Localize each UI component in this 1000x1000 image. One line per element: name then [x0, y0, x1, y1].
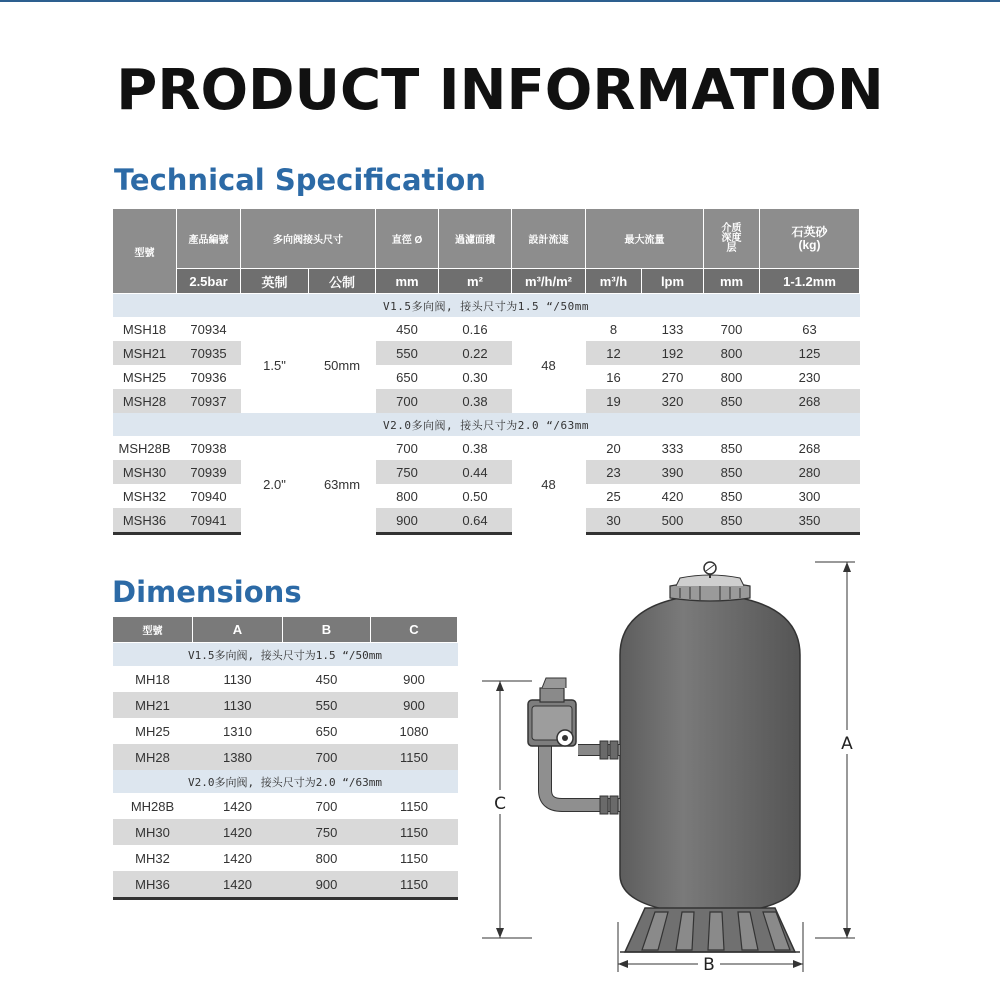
page-title: PRODUCT INFORMATION — [116, 58, 884, 123]
subheader-diameter: mm — [376, 269, 439, 294]
cell-area: 0.38 — [462, 440, 488, 456]
cell-depth: 800 — [720, 369, 743, 385]
cell-sand: 63 — [802, 321, 817, 337]
cell-b: 800 — [315, 850, 338, 866]
cell-a: 1310 — [223, 723, 252, 739]
cell-a: 1420 — [223, 850, 252, 866]
subheader-metric: 公制 — [309, 269, 376, 294]
table-row — [113, 508, 860, 534]
tank-base — [620, 908, 800, 952]
cell-lpm: 320 — [642, 389, 704, 413]
subheader-code: 2.5bar — [177, 269, 241, 294]
sand-filter-tank-diagram — [470, 560, 870, 980]
cell-diameter: 700 — [376, 389, 439, 413]
cell-c: 1150 — [400, 798, 428, 814]
cell-diameter: 800 — [396, 488, 418, 504]
cell-model: MSH18 — [122, 321, 167, 337]
cell-sand: 268 — [760, 389, 860, 413]
cell-lpm: 500 — [642, 508, 704, 534]
dimension-c-label: C — [494, 794, 506, 814]
cell-model: MH21 — [113, 692, 193, 718]
cell-c: 900 — [403, 671, 425, 687]
cell-sand: 125 — [760, 341, 860, 365]
cell-model: MH30 — [113, 819, 193, 845]
cell-c: 1150 — [400, 850, 428, 866]
table-row — [113, 436, 860, 460]
cell-code: 70935 — [177, 341, 241, 365]
cell-diameter: 900 — [376, 508, 439, 534]
cell-c: 1080 — [399, 723, 429, 739]
top-rule — [0, 0, 1000, 2]
dims-header-b: B — [283, 617, 371, 643]
cell-model: MH28B — [130, 798, 175, 814]
cell-lpm: 192 — [642, 341, 704, 365]
cell-depth: 850 — [704, 389, 760, 413]
dims-header-c: C — [371, 617, 458, 643]
subheader-max-m3h: m³/h — [586, 269, 642, 294]
table-row — [113, 389, 860, 413]
cell-metric: 50mm — [309, 317, 376, 413]
cell-area: 0.16 — [462, 321, 488, 337]
col-header-max-flow: 最大流量 — [586, 209, 704, 269]
cell-m3h: 20 — [606, 440, 621, 456]
table-row — [113, 744, 458, 770]
dims-header-model: 型號 — [113, 617, 193, 643]
group-label: V2.0多向阀, 接头尺寸为2.0 “/63mm — [113, 770, 458, 793]
subheader-media-depth: mm — [704, 269, 760, 294]
cell-imperial: 2.0" — [241, 436, 309, 534]
cell-diameter: 450 — [396, 321, 418, 337]
cell-a: 1130 — [193, 692, 283, 718]
cell-design-flow: 48 — [512, 436, 586, 534]
table-row — [113, 666, 458, 692]
cell-m3h: 25 — [606, 488, 621, 504]
spec-header-row — [113, 209, 860, 269]
cell-b: 900 — [283, 871, 371, 899]
cell-a: 1380 — [193, 744, 283, 770]
col-header-code: 產品編號 — [177, 209, 241, 269]
col-header-diameter: 直徑 Ø — [376, 209, 439, 269]
cell-m3h: 8 — [609, 321, 618, 337]
cell-depth: 700 — [720, 321, 743, 337]
subheader-sand: 1-1.2mm — [760, 269, 860, 294]
cell-model: MSH32 — [122, 488, 167, 504]
cell-diameter: 750 — [376, 460, 439, 484]
cell-m3h: 23 — [586, 460, 642, 484]
cell-sand: 350 — [760, 508, 860, 534]
cell-code: 70939 — [177, 460, 241, 484]
cell-code: 70934 — [190, 321, 227, 337]
spec-section-title: Technical Specification — [114, 163, 486, 197]
cell-sand: 280 — [760, 460, 860, 484]
cell-code: 70936 — [190, 369, 227, 385]
cell-depth: 850 — [720, 488, 743, 504]
cell-a: 1420 — [193, 871, 283, 899]
cell-diameter: 650 — [396, 369, 418, 385]
cell-area: 0.50 — [462, 488, 488, 504]
cell-b: 750 — [283, 819, 371, 845]
cell-code: 70937 — [177, 389, 241, 413]
col-header-model: 型號 — [113, 209, 177, 294]
cell-lpm: 390 — [642, 460, 704, 484]
table-row — [113, 692, 458, 718]
cell-area: 0.44 — [439, 460, 512, 484]
table-row — [113, 365, 860, 389]
cell-m3h: 12 — [586, 341, 642, 365]
cell-model: MSH21 — [113, 341, 177, 365]
tank-body — [620, 594, 800, 915]
cell-m3h: 30 — [586, 508, 642, 534]
col-header-connection: 多向阀接头尺寸 — [241, 209, 376, 269]
cell-depth: 850 — [704, 460, 760, 484]
table-row — [113, 871, 458, 899]
cell-diameter: 700 — [396, 440, 418, 456]
multiport-valve — [528, 678, 620, 814]
col-header-area: 過濾面積 — [439, 209, 512, 269]
cell-c: 1150 — [371, 819, 458, 845]
cell-sand: 300 — [798, 488, 821, 504]
dimension-a — [815, 562, 858, 938]
dims-header-a: A — [193, 617, 283, 643]
cell-lpm: 420 — [661, 488, 684, 504]
cell-model: MH28 — [113, 744, 193, 770]
cell-area: 0.30 — [462, 369, 488, 385]
cell-depth: 850 — [704, 508, 760, 534]
tank — [620, 562, 800, 915]
cell-depth: 850 — [720, 440, 743, 456]
subheader-max-lpm: lpm — [642, 269, 704, 294]
cell-b: 450 — [315, 671, 338, 687]
cell-diameter: 550 — [376, 341, 439, 365]
group-label: V2.0多向阀, 接头尺寸为2.0 “/63mm — [113, 413, 860, 436]
dimension-c — [482, 681, 532, 938]
cell-model: MH32 — [135, 850, 170, 866]
cell-b: 700 — [315, 798, 338, 814]
cell-sand: 268 — [798, 440, 821, 456]
cell-model: MSH28B — [118, 440, 171, 456]
cell-a: 1420 — [193, 819, 283, 845]
cell-design-flow: 48 — [512, 317, 586, 413]
cell-code: 70940 — [190, 488, 227, 504]
cell-lpm: 133 — [661, 321, 684, 337]
cell-imperial: 1.5" — [241, 317, 309, 413]
cell-a: 1130 — [223, 671, 252, 687]
subheader-design-flow: m³/h/m² — [512, 269, 586, 294]
table-row — [113, 718, 458, 744]
cell-code: 70938 — [190, 440, 227, 456]
col-header-design-flow: 設計流速 — [512, 209, 586, 269]
dims-header-row — [113, 617, 458, 643]
cell-area: 0.38 — [439, 389, 512, 413]
table-row — [113, 317, 860, 341]
spec-subheader-row — [113, 269, 860, 294]
group-label: V1.5多向阀, 接头尺寸为1.5 “/50mm — [113, 643, 458, 667]
cell-model: MH25 — [135, 723, 170, 739]
table-row — [113, 460, 860, 484]
table-row — [113, 819, 458, 845]
subheader-imperial: 英制 — [241, 269, 309, 294]
cell-c: 1150 — [371, 744, 458, 770]
col-header-media-depth: 介质 深度 层 — [704, 209, 760, 269]
technical-spec-table — [112, 208, 860, 535]
cell-m3h: 19 — [586, 389, 642, 413]
cell-c: 900 — [371, 692, 458, 718]
subheader-area: m² — [439, 269, 512, 294]
cell-depth: 800 — [704, 341, 760, 365]
table-row — [113, 845, 458, 871]
table-row — [113, 793, 458, 819]
cell-b: 550 — [283, 692, 371, 718]
table-row — [113, 341, 860, 365]
dimension-a-label: A — [841, 734, 853, 754]
cell-model: MSH25 — [122, 369, 167, 385]
cell-metric: 63mm — [309, 436, 376, 534]
cell-b: 650 — [315, 723, 338, 739]
table-row — [113, 484, 860, 508]
dimension-b-label: B — [703, 955, 715, 975]
cell-model: MSH28 — [113, 389, 177, 413]
cell-code: 70941 — [177, 508, 241, 534]
cell-a: 1420 — [223, 798, 252, 814]
dimensions-table — [112, 616, 458, 900]
cell-lpm: 333 — [661, 440, 684, 456]
cell-c: 1150 — [371, 871, 458, 899]
cell-sand: 230 — [798, 369, 821, 385]
dimensions-section-title: Dimensions — [112, 575, 302, 609]
cell-area: 0.22 — [439, 341, 512, 365]
col-header-sand: 石英砂 (kg) — [760, 209, 860, 269]
group-label: V1.5多向阀, 接头尺寸为1.5 “/50mm — [113, 294, 860, 318]
cell-area: 0.64 — [439, 508, 512, 534]
cell-model: MSH36 — [113, 508, 177, 534]
cell-model: MSH30 — [113, 460, 177, 484]
cell-model: MH18 — [135, 671, 170, 687]
cell-b: 700 — [283, 744, 371, 770]
cell-m3h: 16 — [606, 369, 621, 385]
cell-model: MH36 — [113, 871, 193, 899]
cell-lpm: 270 — [661, 369, 684, 385]
